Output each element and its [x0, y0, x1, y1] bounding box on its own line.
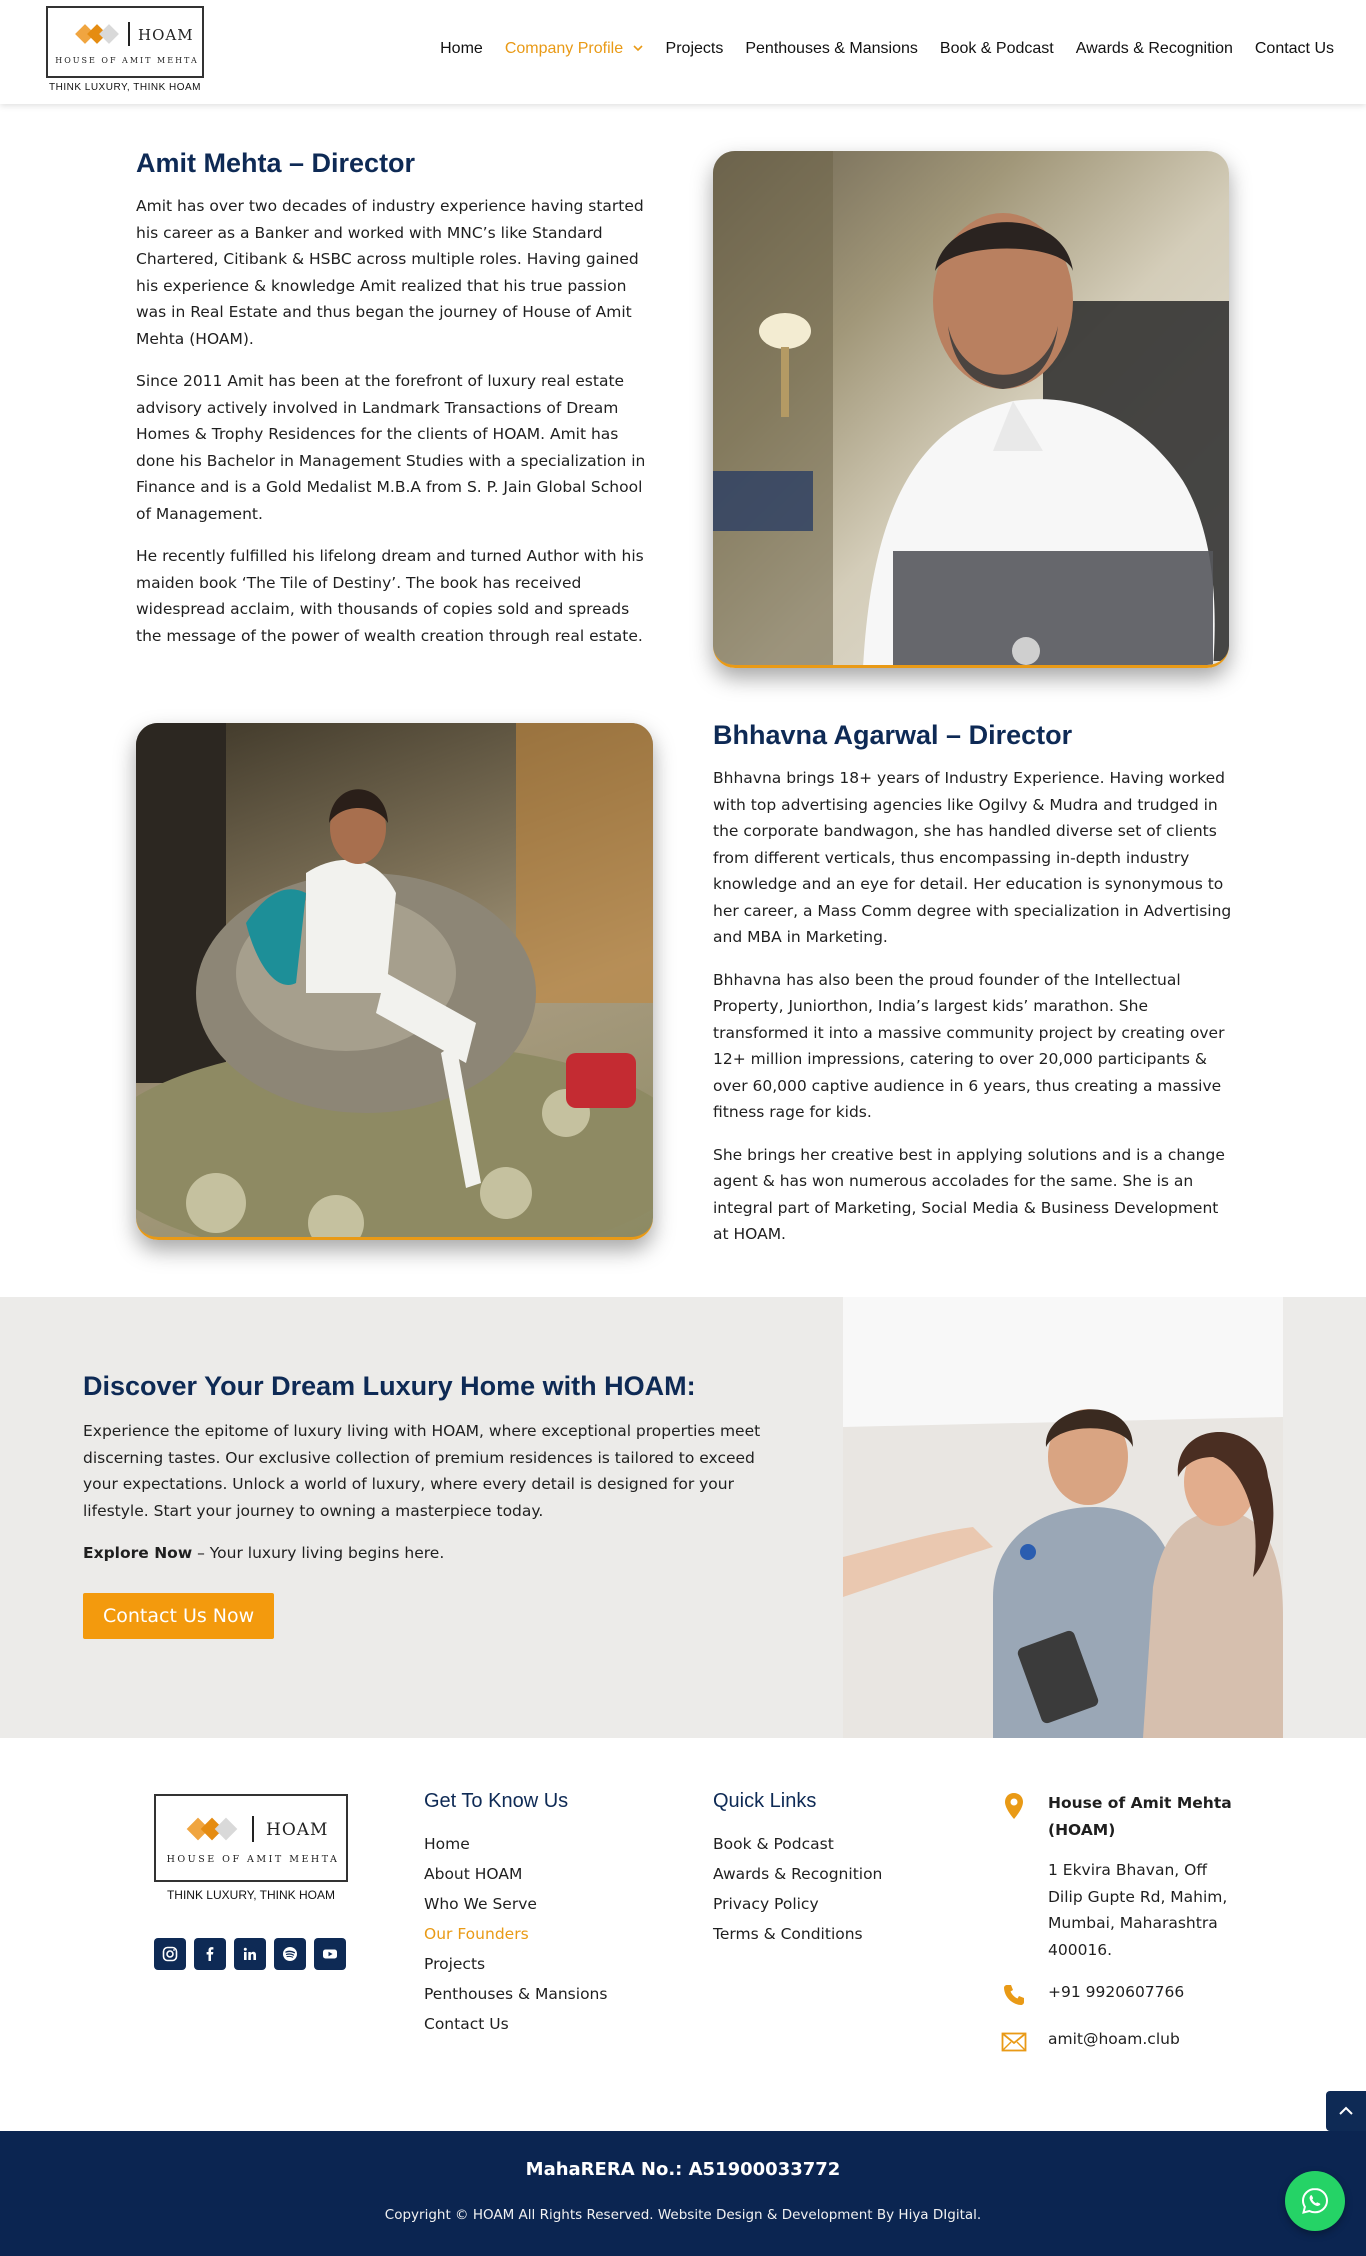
logo-diamonds-icon: [76, 24, 120, 44]
contact-phone[interactable]: [1000, 1979, 1240, 2006]
nav-book-podcast[interactable]: Book & Podcast: [939, 40, 1054, 57]
main-nav: [440, 40, 1334, 58]
contact-address: [1000, 1790, 1240, 1963]
bottom-bar: [0, 2131, 1366, 2256]
amit-title: Amit Mehta – Director: [136, 148, 416, 178]
contact-email[interactable]: [1000, 2026, 1240, 2053]
contact-email-text: amit@hoam.club: [1048, 2029, 1180, 2048]
location-pin-icon: [1000, 1792, 1028, 1820]
scroll-to-top-button[interactable]: [1326, 2091, 1366, 2131]
footer-link-our-founders[interactable]: Our Founders: [424, 1925, 529, 1943]
quick-links-title: Quick Links: [713, 1790, 817, 1812]
logo-brand: HOAM: [138, 26, 194, 44]
site-header: [0, 0, 1366, 104]
whatsapp-icon: [1300, 2186, 1330, 2216]
footer-logo-brand: HOAM: [266, 1820, 329, 1840]
logo-subtitle: HOUSE OF AMIT MEHTA: [55, 56, 199, 65]
nav-projects[interactable]: Projects: [665, 40, 724, 57]
bhavna-profile-text: [713, 720, 1233, 1248]
nav-awards[interactable]: Awards & Recognition: [1075, 40, 1233, 57]
footer-link-home[interactable]: Home: [424, 1835, 470, 1853]
whatsapp-chat-button[interactable]: [1285, 2171, 1345, 2231]
logo-frame: [46, 6, 204, 78]
contact-address-text: 1 Ekvira Bhavan, Off Dilip Gupte Rd, Mahim, Mumbai, Maharashtra 400016.: [1048, 1861, 1228, 1959]
bhavna-paragraph: Bhhavna brings 18+ years of Industry Experience. Having worked with top advertising agencies like Ogilvy & Mudra and trudged in the corporate bandwagon, she has handled diverse set of clients from different verticals, thus encompassing in-depth industry knowledge and an eye for detail. Her education is synonymous to her career, a Mass Comm degree with specialization in Advertising and MBA in Marketing.: [713, 769, 1232, 946]
phone-icon: [1000, 1981, 1028, 2009]
bhavna-portrait-photo: [136, 723, 653, 1240]
nav-company-profile-label: Company Profile: [504, 40, 624, 57]
hoam-logo[interactable]: [46, 6, 204, 98]
footer-link-terms[interactable]: Terms & Conditions: [713, 1925, 863, 1943]
footer-link-privacy[interactable]: Privacy Policy: [713, 1895, 819, 1913]
chevron-down-icon: [632, 43, 644, 53]
site-footer: [0, 1738, 1366, 2130]
bhavna-paragraph: Bhhavna has also been the proud founder of the Intellectual Property, Juniorthon, India’s largest kids’ marathon. She transformed it into a massive community project by creating over 12+ million impressions, catering to over 20,000 participants & over 60,000 captive audience in 6 years, thus creating a massive fitness rage for kids.: [713, 970, 1225, 1121]
get-to-know-column: [424, 1790, 607, 2039]
amit-paragraph: Amit has over two decades of industry experience having started his career as a Banker and worked with MNC’s like Standard Chartered, Citibank & HSBC across multiple roles. Having gained his experience & knowledge Amit realized that his true passion was in Real Estate and thus began the journey of House of Amit Mehta (HOAM).: [136, 197, 644, 348]
contact-column: [1000, 1790, 1240, 2052]
linkedin-icon[interactable]: [234, 1938, 266, 1970]
footer-logo-tagline: THINK LUXURY, THINK HOAM: [166, 1888, 336, 1902]
contact-company: House of Amit Mehta (HOAM): [1048, 1794, 1232, 1839]
spotify-icon[interactable]: [274, 1938, 306, 1970]
footer-logo-frame: [154, 1794, 348, 1882]
youtube-icon[interactable]: [314, 1938, 346, 1970]
bhavna-paragraph: She brings her creative best in applying solutions and is a change agent & has won numerous accolades for the same. She is an integral part of Marketing, Social Media & Business Development at HOAM.: [713, 1145, 1225, 1243]
logo-tagline: THINK LUXURY, THINK HOAM: [48, 82, 202, 93]
instagram-icon[interactable]: [154, 1938, 186, 1970]
quick-links-column: [713, 1790, 882, 1949]
cta-text: [83, 1371, 783, 1639]
amit-portrait-photo: [713, 151, 1229, 668]
footer-link-contact[interactable]: Contact Us: [424, 2015, 509, 2033]
footer-link-book-podcast[interactable]: Book & Podcast: [713, 1835, 834, 1853]
nav-home[interactable]: Home: [440, 40, 483, 57]
footer-link-projects[interactable]: Projects: [424, 1955, 486, 1973]
couple-keys-photo: [843, 1297, 1283, 1738]
cta-section: [0, 1297, 1366, 1738]
nav-company-profile[interactable]: [505, 40, 644, 58]
chevron-up-icon: [1338, 2105, 1354, 2117]
facebook-icon[interactable]: [194, 1938, 226, 1970]
nav-contact[interactable]: Contact Us: [1254, 40, 1334, 57]
cta-explore-rest: – Your luxury living begins here.: [192, 1544, 445, 1562]
footer-link-about[interactable]: About HOAM: [424, 1865, 523, 1883]
footer-link-awards[interactable]: Awards & Recognition: [713, 1865, 883, 1883]
footer-link-who-we-serve[interactable]: Who We Serve: [424, 1895, 537, 1913]
footer-link-penthouses[interactable]: Penthouses & Mansions: [424, 1985, 608, 2003]
cta-title: Discover Your Dream Luxury Home with HOAM:: [83, 1371, 696, 1401]
rera-number: MahaRERA No.: A51900033772: [525, 2159, 841, 2180]
cta-explore-line: [83, 1540, 783, 1567]
footer-hoam-logo[interactable]: [154, 1794, 348, 1906]
footer-logo-subtitle: HOUSE OF AMIT MEHTA: [166, 1854, 340, 1865]
cta-body: Experience the epitome of luxury living with HOAM, where exceptional properties meet discerning tastes. Our exclusive collection of premium residences is tailored to exceed your expectations. Unlock a world of luxury, where every detail is designed for your lifestyle. Start your journey to owning a masterpiece today.: [83, 1422, 761, 1520]
copyright-text: Copyright © HOAM All Rights Reserved. Website Design & Development By Hiya DIgital.: [384, 2207, 982, 2223]
amit-profile-text: [136, 148, 658, 649]
nav-penthouses[interactable]: Penthouses & Mansions: [745, 40, 918, 57]
social-links: [154, 1938, 346, 1970]
get-to-know-title: Get To Know Us: [424, 1790, 569, 1812]
cta-explore-strong: Explore Now: [83, 1544, 193, 1562]
contact-phone-text: +91 9920607766: [1048, 1983, 1185, 2001]
bhavna-title: Bhhavna Agarwal – Director: [713, 720, 1073, 750]
amit-paragraph: Since 2011 Amit has been at the forefront of luxury real estate advisory actively involved in Landmark Transactions of Dream Homes & Trophy Residences for the clients of HOAM. Amit has done his Bachelor in Management Studies with a specialization in Finance and is a Gold Medalist M.B.A from S. P. Jain Global School of Management.: [136, 372, 646, 523]
contact-us-now-button[interactable]: Contact Us Now: [83, 1593, 274, 1639]
mail-icon: [1000, 2028, 1028, 2056]
amit-paragraph: He recently fulfilled his lifelong dream and turned Author with his maiden book ‘The Tile of Destiny’. The book has received widespread acclaim, with thousands of copies sold and spreads the message of the power of wealth creation through real estate.: [136, 547, 644, 645]
logo-diamonds-icon: [188, 1818, 232, 1838]
